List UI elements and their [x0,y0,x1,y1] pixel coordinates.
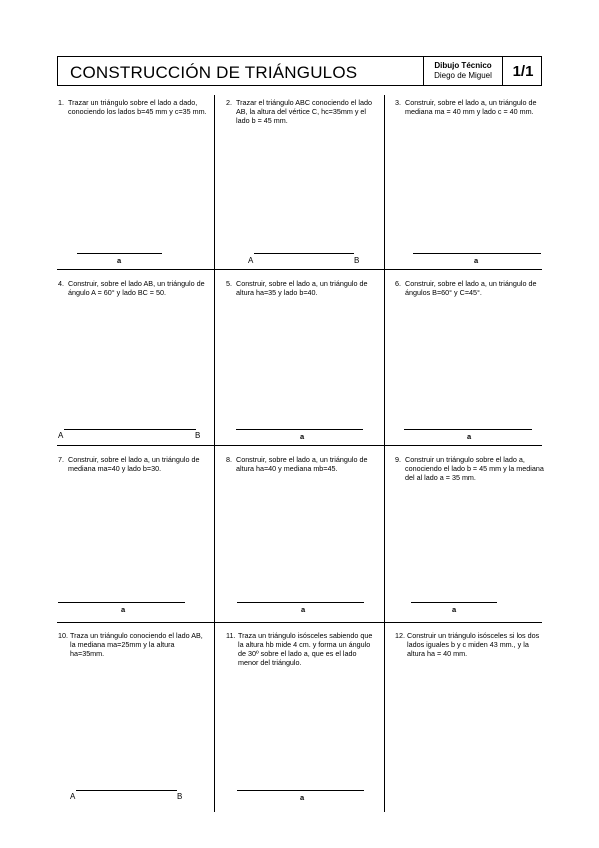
problem-text: Construir, sobre el lado a, un triángulo de altura ha=35 y lado b=40. [236,279,368,297]
given-segment [254,253,354,254]
problem-text: Construir, sobre el lado a, un triángulo de altura ha=40 y mediana mb=45. [236,455,368,473]
problem-number: 8. [226,455,232,464]
problem-text: Construir, sobre el lado a, un triángulo de mediana ma = 40 mm y lado c = 40 mm. [405,98,537,116]
given-segment [76,790,177,791]
grid-divider [57,622,542,623]
problem-text: Construir un triángulo sobre el lado a, conociendo el lado b = 45 mm y la mediana del al lado a = 35 mm. [405,455,544,482]
sheet-number: 1/1 [512,63,534,80]
grid-divider [57,269,542,270]
given-segment [404,429,532,430]
problem-text: Trazar el triángulo ABC conociendo el lado AB, la altura del vértice C, hc=35mm y el lado b = 45 mm. [236,98,372,125]
given-segment [237,790,364,791]
given-segment [413,253,541,254]
problem-number: 11. [226,631,236,640]
problem-number: 4. [58,279,64,288]
problem-number: 1. [58,98,64,107]
given-segment [411,602,497,603]
author-block [428,61,498,81]
given-segment [237,602,364,603]
given-segment [77,253,162,254]
segment-label: a [301,605,306,614]
segment-label: a [300,432,305,441]
segment-label: a [121,605,126,614]
problem-text: Traza un triángulo isósceles sabiendo que la altura hb mide 4 cm. y forma un ángulo de 30º sobre el lado a, que es el lado menor del triángulo. [238,631,373,667]
vertex-label: B [195,431,201,440]
vertex-label: B [177,792,183,801]
problem-number: 9. [395,455,401,464]
problem-text: Construir, sobre el lado a, un triángulo de ángulos B=60° y C=45°. [405,279,537,297]
grid-divider [384,95,385,812]
problem-text: Construir, sobre el lado AB, un triángulo de ángulo A = 60° y lado BC = 50. [68,279,205,297]
grid-divider [57,445,542,446]
given-segment [64,429,196,430]
vertex-label: A [70,792,76,801]
grid-divider [214,95,215,812]
problem-text: Construir, sobre el lado a, un triángulo de mediana ma=40 y lado b=30. [68,455,200,473]
vertex-label: A [58,431,64,440]
vertex-label: B [354,256,360,265]
problem-number: 10. [58,631,68,640]
problem-number: 2. [226,98,232,107]
segment-label: a [300,793,305,802]
segment-label: a [452,605,457,614]
problem-number: 3. [395,98,401,107]
page-title: CONSTRUCCIÓN DE TRIÁNGULOS [70,63,358,82]
author-name: Diego de Miguel [434,71,492,80]
problem-number: 7. [58,455,64,464]
segment-label: a [117,256,122,265]
problem-number: 12. [395,631,405,640]
title-block [57,56,542,86]
given-segment [58,602,185,603]
problem-number: 5. [226,279,232,288]
problem-text: Construir un triángulo isósceles si los dos lados iguales b y c miden 43 mm., y la altura ha = 40 mm. [407,631,540,658]
divider [423,57,424,85]
vertex-label: A [248,256,254,265]
problem-text: Traza un triángulo conociendo el lado AB, la mediana ma=25mm y la altura ha=35mm. [70,631,203,658]
subject-label: Dibujo Técnico [434,61,492,70]
segment-label: a [474,256,479,265]
problem-number: 6. [395,279,401,288]
given-segment [236,429,363,430]
segment-label: a [467,432,472,441]
problem-text: Trazar un triángulo sobre el lado a dado, conociendo los lados b=45 mm y c=35 mm. [68,98,207,116]
